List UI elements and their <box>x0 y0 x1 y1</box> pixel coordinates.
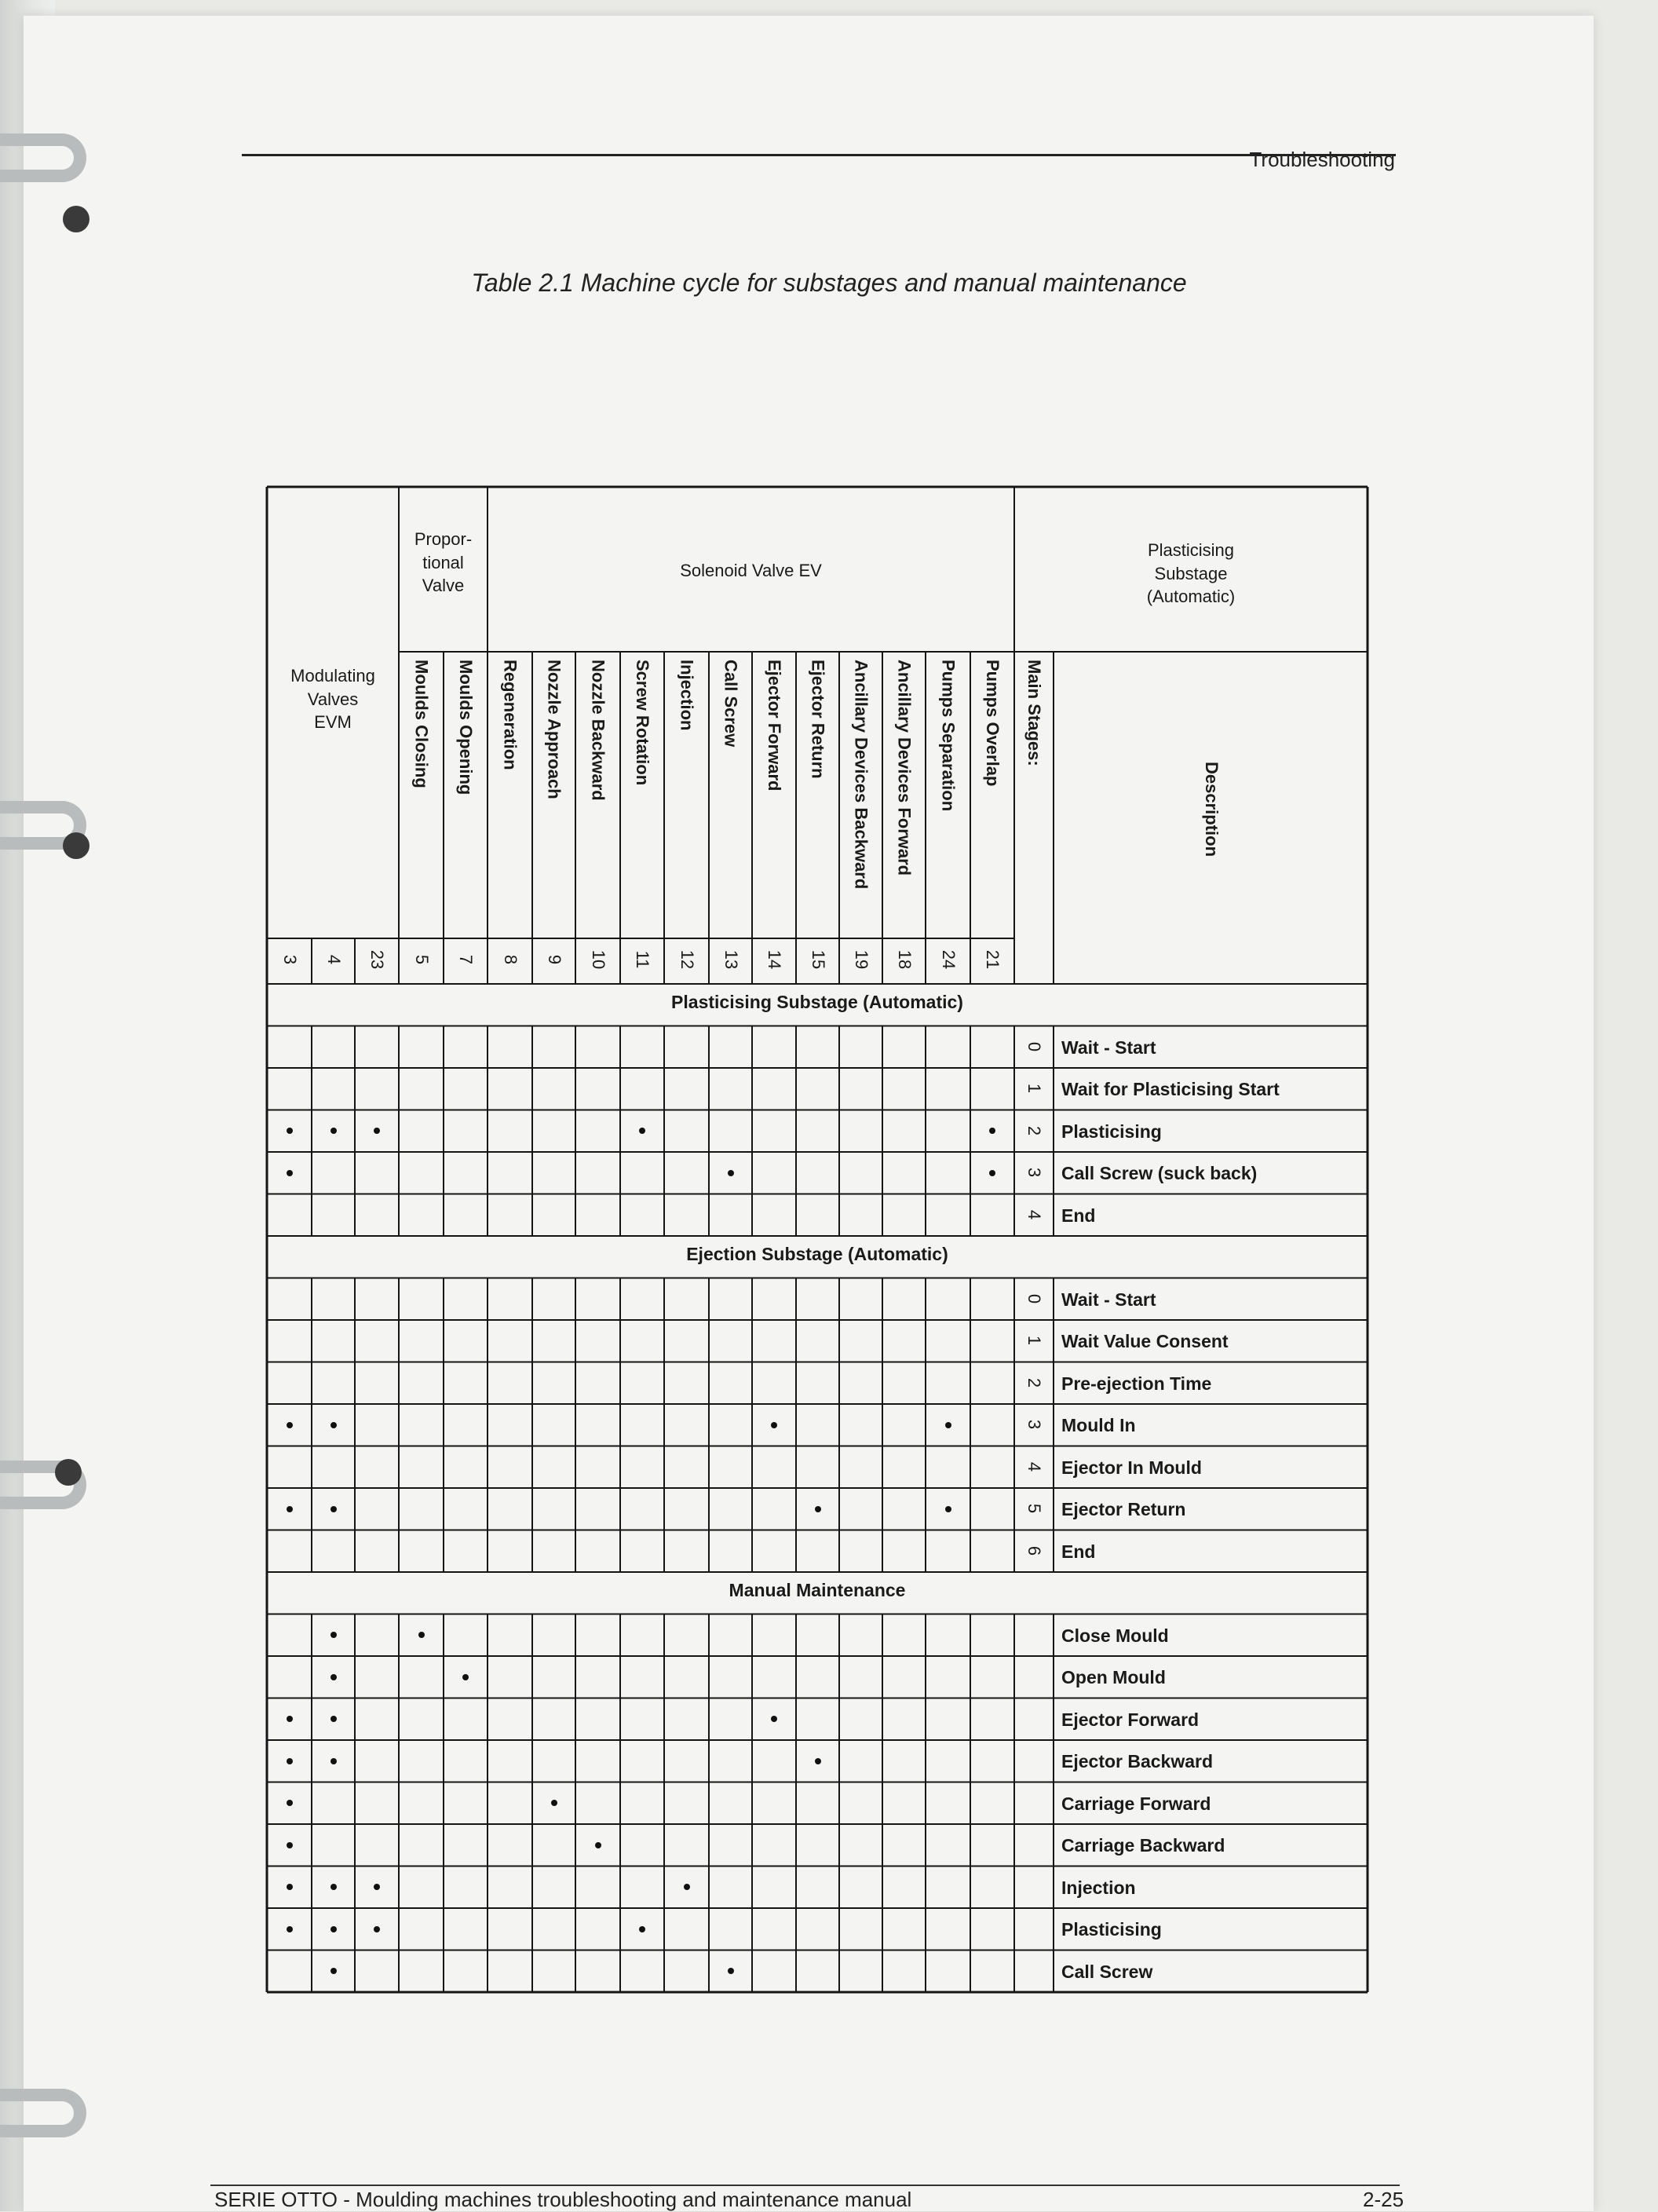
header-modulating-valves-line: EVM <box>314 712 352 733</box>
column-number: 14 <box>765 949 784 970</box>
column-number: 24 <box>938 949 959 970</box>
row-description: End <box>1061 1541 1096 1562</box>
column-number: 12 <box>677 949 697 970</box>
active-valve-dot <box>287 1758 293 1764</box>
row-description: Plasticising <box>1061 1121 1162 1142</box>
row-stage-number: 0 <box>1024 1041 1044 1051</box>
row-description: Call Screw (suck back) <box>1061 1163 1258 1183</box>
active-valve-dot <box>287 1800 293 1806</box>
active-valve-dot <box>331 1884 337 1890</box>
active-valve-dot <box>287 1422 293 1428</box>
active-valve-dot <box>331 1506 337 1512</box>
row-stage-number: 1 <box>1024 1083 1044 1094</box>
column-label: Moulds Opening <box>456 660 476 795</box>
active-valve-dot <box>551 1800 557 1806</box>
row-description: Wait for Plasticising Start <box>1061 1079 1280 1099</box>
active-valve-dot <box>771 1422 777 1428</box>
column-number: 19 <box>851 949 871 970</box>
active-valve-dot <box>815 1758 821 1764</box>
column-label: Nozzle Backward <box>588 660 608 801</box>
active-valve-dot <box>331 1128 337 1134</box>
row-stage-number: 2 <box>1024 1125 1044 1135</box>
row-stage-number: 0 <box>1024 1293 1044 1303</box>
active-valve-dot <box>331 1632 337 1638</box>
column-number: 15 <box>808 949 828 970</box>
column-label: Regeneration <box>500 660 520 770</box>
column-number: 4 <box>323 954 344 965</box>
column-number: 7 <box>456 954 476 965</box>
header-plasticising-substage <box>1014 539 1368 609</box>
main-stages-label: Main Stages: <box>1024 660 1044 766</box>
section-title: Ejection Substage (Automatic) <box>686 1244 948 1264</box>
row-description: Injection <box>1061 1877 1136 1898</box>
active-valve-dot <box>639 1926 645 1932</box>
column-number: 10 <box>588 949 608 970</box>
footer-text: SERIE OTTO - Moulding machines troubleshooting and maintenance manual <box>214 2188 912 2211</box>
header-modulating-valves-line: Valves <box>307 689 359 709</box>
row-description: Pre-ejection Time <box>1061 1373 1212 1394</box>
column-label: Moulds Closing <box>411 660 432 788</box>
row-description: Ejector Return <box>1061 1499 1186 1519</box>
row-description: Plasticising <box>1061 1919 1162 1940</box>
header-plasticising-substage-line: (Automatic) <box>1146 587 1236 607</box>
table-title: Table 2.1 Machine cycle for substages and manual maintenance <box>471 269 1187 297</box>
row-description: Wait Value Consent <box>1061 1331 1229 1351</box>
row-description: Wait - Start <box>1061 1289 1156 1310</box>
row-description: Wait - Start <box>1061 1037 1156 1058</box>
active-valve-dot <box>331 1968 337 1974</box>
active-valve-dot <box>945 1422 951 1428</box>
column-number: 21 <box>983 949 1002 970</box>
row-description: Carriage Forward <box>1061 1793 1211 1814</box>
row-stage-number: 6 <box>1024 1545 1044 1556</box>
header-solenoid-valve: Solenoid Valve EV <box>680 561 822 580</box>
column-label: Ejector Return <box>808 660 828 779</box>
row-description: Ejector Forward <box>1061 1709 1200 1730</box>
column-label: Ejector Forward <box>765 660 784 792</box>
footer-rule <box>210 2185 1400 2186</box>
row-description: Open Mould <box>1061 1667 1166 1687</box>
column-number: 9 <box>544 954 564 965</box>
column-number: 3 <box>279 954 300 965</box>
column-number: 23 <box>367 949 387 970</box>
active-valve-dot <box>287 1716 293 1722</box>
active-valve-dot <box>331 1758 337 1764</box>
header-plasticising-substage-line: Plasticising <box>1147 540 1235 560</box>
column-label: Call Screw <box>721 660 741 748</box>
running-head: Troubleshooting <box>1249 148 1395 171</box>
header-proportional-valve-line: tional <box>422 552 464 572</box>
page-number: 2-25 <box>1363 2188 1404 2211</box>
column-label: Nozzle Approach <box>544 660 564 799</box>
row-stage-number: 1 <box>1024 1335 1044 1346</box>
header-modulating-valves-line: Modulating <box>290 666 375 686</box>
column-label: Pumps Overlap <box>983 660 1002 787</box>
description-label: Description <box>1202 762 1222 857</box>
column-label: Injection <box>677 660 697 731</box>
row-description: End <box>1061 1205 1096 1226</box>
active-valve-dot <box>728 1170 734 1176</box>
column-number: 13 <box>721 949 741 970</box>
row-stage-number: 4 <box>1024 1461 1044 1472</box>
active-valve-dot <box>287 1506 293 1512</box>
header-proportional-valve <box>399 528 488 598</box>
active-valve-dot <box>462 1674 469 1680</box>
active-valve-dot <box>989 1170 995 1176</box>
active-valve-dot <box>287 1170 293 1176</box>
active-valve-dot <box>374 1926 380 1932</box>
row-stage-number: 5 <box>1024 1503 1044 1514</box>
row-description: Carriage Backward <box>1061 1835 1225 1856</box>
row-stage-number: 3 <box>1024 1419 1044 1430</box>
row-stage-number: 2 <box>1024 1377 1044 1388</box>
active-valve-dot <box>684 1884 690 1890</box>
active-valve-dot <box>331 1422 337 1428</box>
column-label: Screw Rotation <box>633 660 652 786</box>
row-description: Ejector Backward <box>1061 1751 1214 1771</box>
column-number: 5 <box>411 954 432 965</box>
active-valve-dot <box>331 1926 337 1932</box>
active-valve-dot <box>331 1716 337 1722</box>
header-plasticising-substage-line: Substage <box>1154 563 1228 583</box>
active-valve-dot <box>728 1968 734 1974</box>
active-valve-dot <box>595 1842 601 1848</box>
row-description: Ejector In Mould <box>1061 1457 1202 1478</box>
header-proportional-valve-line: Propor- <box>414 529 473 549</box>
section-title: Plasticising Substage (Automatic) <box>671 992 963 1012</box>
active-valve-dot <box>287 1884 293 1890</box>
active-valve-dot <box>287 1842 293 1848</box>
column-number: 11 <box>633 950 652 969</box>
column-number: 18 <box>894 949 915 970</box>
column-number: 8 <box>500 954 520 965</box>
row-stage-number: 4 <box>1024 1209 1044 1219</box>
active-valve-dot <box>287 1128 293 1134</box>
header-proportional-valve-line: Valve <box>422 576 465 596</box>
column-label: Ancillary Devices Backward <box>851 660 871 890</box>
active-valve-dot <box>815 1506 821 1512</box>
active-valve-dot <box>287 1926 293 1932</box>
column-label: Ancillary Devices Forward <box>894 660 915 876</box>
row-stage-number: 3 <box>1024 1167 1044 1178</box>
row-description: Call Screw <box>1061 1961 1153 1982</box>
active-valve-dot <box>418 1632 425 1638</box>
section-title: Manual Maintenance <box>729 1580 906 1600</box>
row-description: Mould In <box>1061 1415 1136 1435</box>
active-valve-dot <box>945 1506 951 1512</box>
header-modulating-valves <box>267 664 399 734</box>
column-label: Pumps Separation <box>938 660 959 812</box>
row-description: Close Mould <box>1061 1625 1169 1646</box>
active-valve-dot <box>331 1674 337 1680</box>
